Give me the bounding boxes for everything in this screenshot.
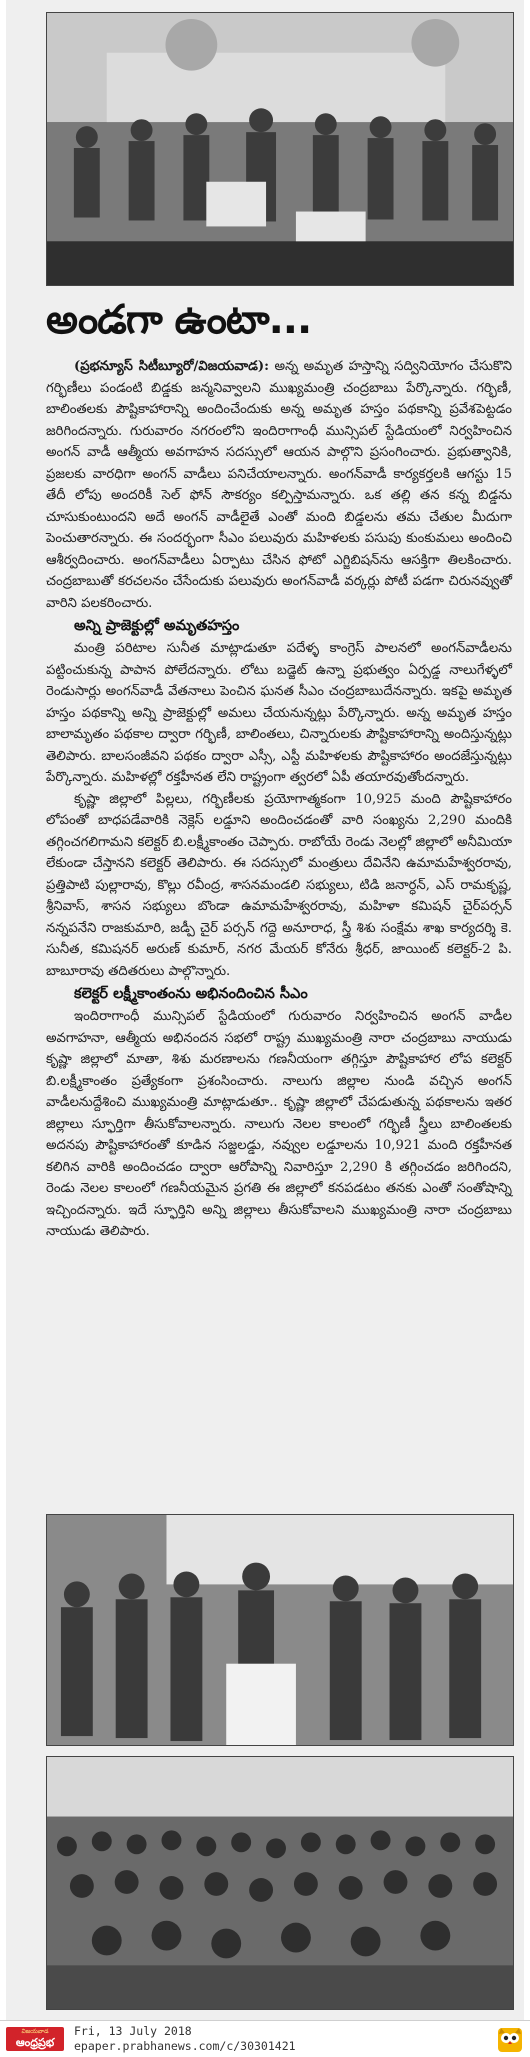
logo-title: ఆంధ్రప్రభ — [15, 2036, 55, 2049]
podium-photo-graphic — [47, 1515, 513, 1745]
owl-icon — [496, 2025, 524, 2053]
lead-paragraph — [46, 356, 512, 614]
stage-photo-graphic — [47, 13, 513, 285]
photo-chief-minister-stage — [46, 12, 514, 286]
body-paragraph: ఇందిరాగాంధీ మున్సిపల్ స్టేడియంలో గురువారం నిర్వహించిన అంగన్ వాడీల అవగాహనా, ఆత్మీయ అభినందన సభలో రాష్ట్ర ముఖ్యమంత్రి నారా చంద్రబాబు నాయుడు కృష్ణా జిల్లాలో మాతా, శిశు మరణాలను గణనీయంగా తగ్గిస్తూ పౌష్టికాహార లోప కలెక్టర్ బి.లక్ష్మీకాంతం ప్రత్యేకంగా ప్రశంసించారు. నాలుగు జిల్లాల నుండి వచ్చిన అంగన్ వాడీలనుద్దేశించి ముఖ్యమంత్రి మాట్లాడుతూ.. కృష్ణా జిల్లాలో చేపడుతున్న పథకాలను ఇతర జిల్లాలు స్ఫూర్తిగా తీసుకోవాలన్నారు. నాలుగు నెలల కాలంలో గర్భిణీ స్త్రీలు బాలింతలకు అదనపు పౌష్టికాహారంతో కూడిన సజ్జలడ్డు, నవ్వుల లడ్డూలను 10,921 మంది రక్తహీనత కలిగిన వారికి అందించడం ద్వారా ఆరోపాన్ని నివారిస్తూ 2,290 కి తగ్గించడం జరిగిందని, రెండు నెలల కాలంలో గణనీయమైన ప్రగతి ఈ జిల్లాలో కనపడటం తనకు ఎంతో సంతోషాన్ని ఇచ్చిందన్నారు. ఇదే స్ఫూర్తిని అన్ని జిల్లాలు తీసుకోవాలని ముఖ్యమంత్రి నారా చంద్రబాబు నాయుడు తెలిపారు. — [46, 1009, 512, 1239]
body-paragraph: మంత్రి పరిటాల సునీత మాట్లాడుతూ పదేళ్ళ కాంగ్రెస్ పాలనలో అంగన్‌వాడీలను పట్టించుకున్న పాపాన పోలేదన్నారు. లోటు బడ్జెట్ ఉన్నా ప్రభుత్వం ఏర్పడ్డ నాలుగేళ్ళలో రెండుసార్లు అంగన్‌వాడీ వేతనాలు పెంచిన ఘనత సీఎం చంద్రబాబుదేనన్నారు. ఇకపై అమృత హస్తం పథకాన్ని అన్ని ప్రాజెక్టుల్లో అమలు చేయనున్నట్లు పేర్కొన్నారు. అన్న అమృత హస్తం బాలామృతం పథకాల ద్వారా గర్భిణీ, బాలింతలు, చిన్నారులకు పౌష్టికాహారాన్ని అందిస్తున్నట్లు తెలిపారు. బాలసంజీవని పథకం ద్వారా ఎస్సీ, ఎస్టీ మహిళలకు పౌష్టికాహారం అందజేస్తున్నట్లు పేర్కొన్నారు. మహిళల్లో రక్తహీనత లేని రాష్ట్రంగా త్వరలో ఏపీ తయారవుతోందన్నారు. — [46, 641, 512, 785]
epaper-page — [6, 0, 524, 2020]
headline: అండగా ఉంటా... — [46, 297, 312, 343]
subheading-amrutha-hastham: అన్ని ప్రాజెక్టుల్లో అమృతహస్తం — [74, 618, 240, 634]
photo-crowd-women — [46, 1756, 514, 2010]
subheading-collector-praise: కలెక్టర్ లక్ష్మీకాంతంను అభినందించిన సీఎం — [74, 986, 308, 1002]
crowd-photo-graphic — [47, 1757, 513, 2009]
epaper-footer — [0, 2020, 530, 2057]
epaper-link[interactable]: epaper.prabhanews.com/c/30301421 — [74, 2039, 296, 2053]
byline: (ప్రభన్యూస్ సిటీబ్యూరో/విజయవాడ): — [74, 359, 269, 374]
andhraprabha-logo[interactable] — [6, 2027, 64, 2051]
lead-text: అన్న అమృత హస్తాన్ని సద్వినియోగం చేసుకొని గర్భిణీలు పండంటి బిడ్డకు జన్మనివ్వాలని ముఖ్యమంత్రి చంద్రబాబు పేర్కొన్నారు. గర్భిణీ, బాలింతలకు పౌష్టికాహారాన్ని అందించేందుకు అన్న అమృత హస్తం పథకాన్ని ప్రవేశపెట్టడం జరిగిందన్నారు. గురువారం నగరంలోని ఇందిరాగాంధీ మున్సిపల్ స్టేడియంలో నిర్వహించిన అంగన్ వాడీ ఆత్మీయ అవగాహన సదస్సులో ఆయన పాల్గొని ప్రసంగించారు. ప్రభుత్వానికి, ప్రజలకు వారధిగా అంగన్ వాడీలు పనిచేయాలన్నారు. అంగన్‌వాడీ కార్యకర్తలకి ఆగస్టు 15 తేదీ లోపు అందరికీ సెల్ ఫోన్ సౌకర్యం కల్పిస్తామన్నారు. ఒక తల్లి తన కన్న బిడ్డను చూసుకుంటుందని అదే అంగన్ వాడీలైతే ఎంతో మంది బిడ్డలను తమ చేతుల మీదుగా పెంచుతారన్నారు. ఈ సందర్భంగా సీఎం పలువురు మహిళలకు పసుపు కుంకుమలు అందించి ఆశీర్వదించారు. అంగన్‌వాడీలు ఏర్పాటు చేసిన ఫోటో ఎగ్జిబిషన్‌ను ఆసక్తిగా తిలకించారు. చంద్రబాబుతో కరచలనం చేసేందుకు పలువురు అంగన్‌వాడీ వర్కర్లు పోటీ పడగా చిరునవ్వుతో వారిని పలకరించారు. — [46, 359, 512, 611]
publish-date: Fri, 13 July 2018 — [74, 2024, 192, 2038]
article-body — [46, 356, 512, 1243]
photo-cm-podium-women — [46, 1514, 514, 1746]
logo-edition: విజయవాడ — [21, 2028, 49, 2035]
body-paragraph: కృష్ణా జిల్లాలో పిల్లలు, గర్భిణీలకు ప్రయోగాత్మకంగా 10,925 మంది పౌష్టికాహారం లోపంతో బాధపడేవారికి నెక్లెస్ లడ్డూని అందించడంతో వారి సంఖ్యను 2,290 మందికి తగ్గించగలిగామని కలెక్టర్ బి.లక్ష్మీకాంతం చెప్పారు. రాబోయే రెండు నెలల్లో జిల్లాలో అనీమియా లేకుండా చేస్తానని కలెక్టర్ తెలిపారు. ఈ సదస్సులో మంత్రులు దేవినేని ఉమామహేశ్వరరావు, ప్రత్తిపాటి పుల్లారావు, కొల్లు రవీంద్ర, శాసనమండలి సభ్యులు, టిడి జనార్ధన్, ఎస్ రామకృష్ణ, శ్రీనివాస్, శాసన సభ్యులు బొండా ఉమామహేశ్వరరావు, మహిళా కమిషన్ చైర్‌పర్సన్ నన్నపనేని రాజకుమారి, జడ్పీ చైర్ పర్సన్ గద్దె అనూరాధ, స్త్రీ శిశు సంక్షేమ శాఖ కార్యదర్శి కె. సునీత, కమిషనర్ అరుణ్ కుమార్, నగర మేయర్ కోనేరు శ్రీధర్, జాయింట్ కలెక్టర్-2 పి. బాబూరావు తదితరులు పాల్గొన్నారు. — [46, 791, 512, 979]
